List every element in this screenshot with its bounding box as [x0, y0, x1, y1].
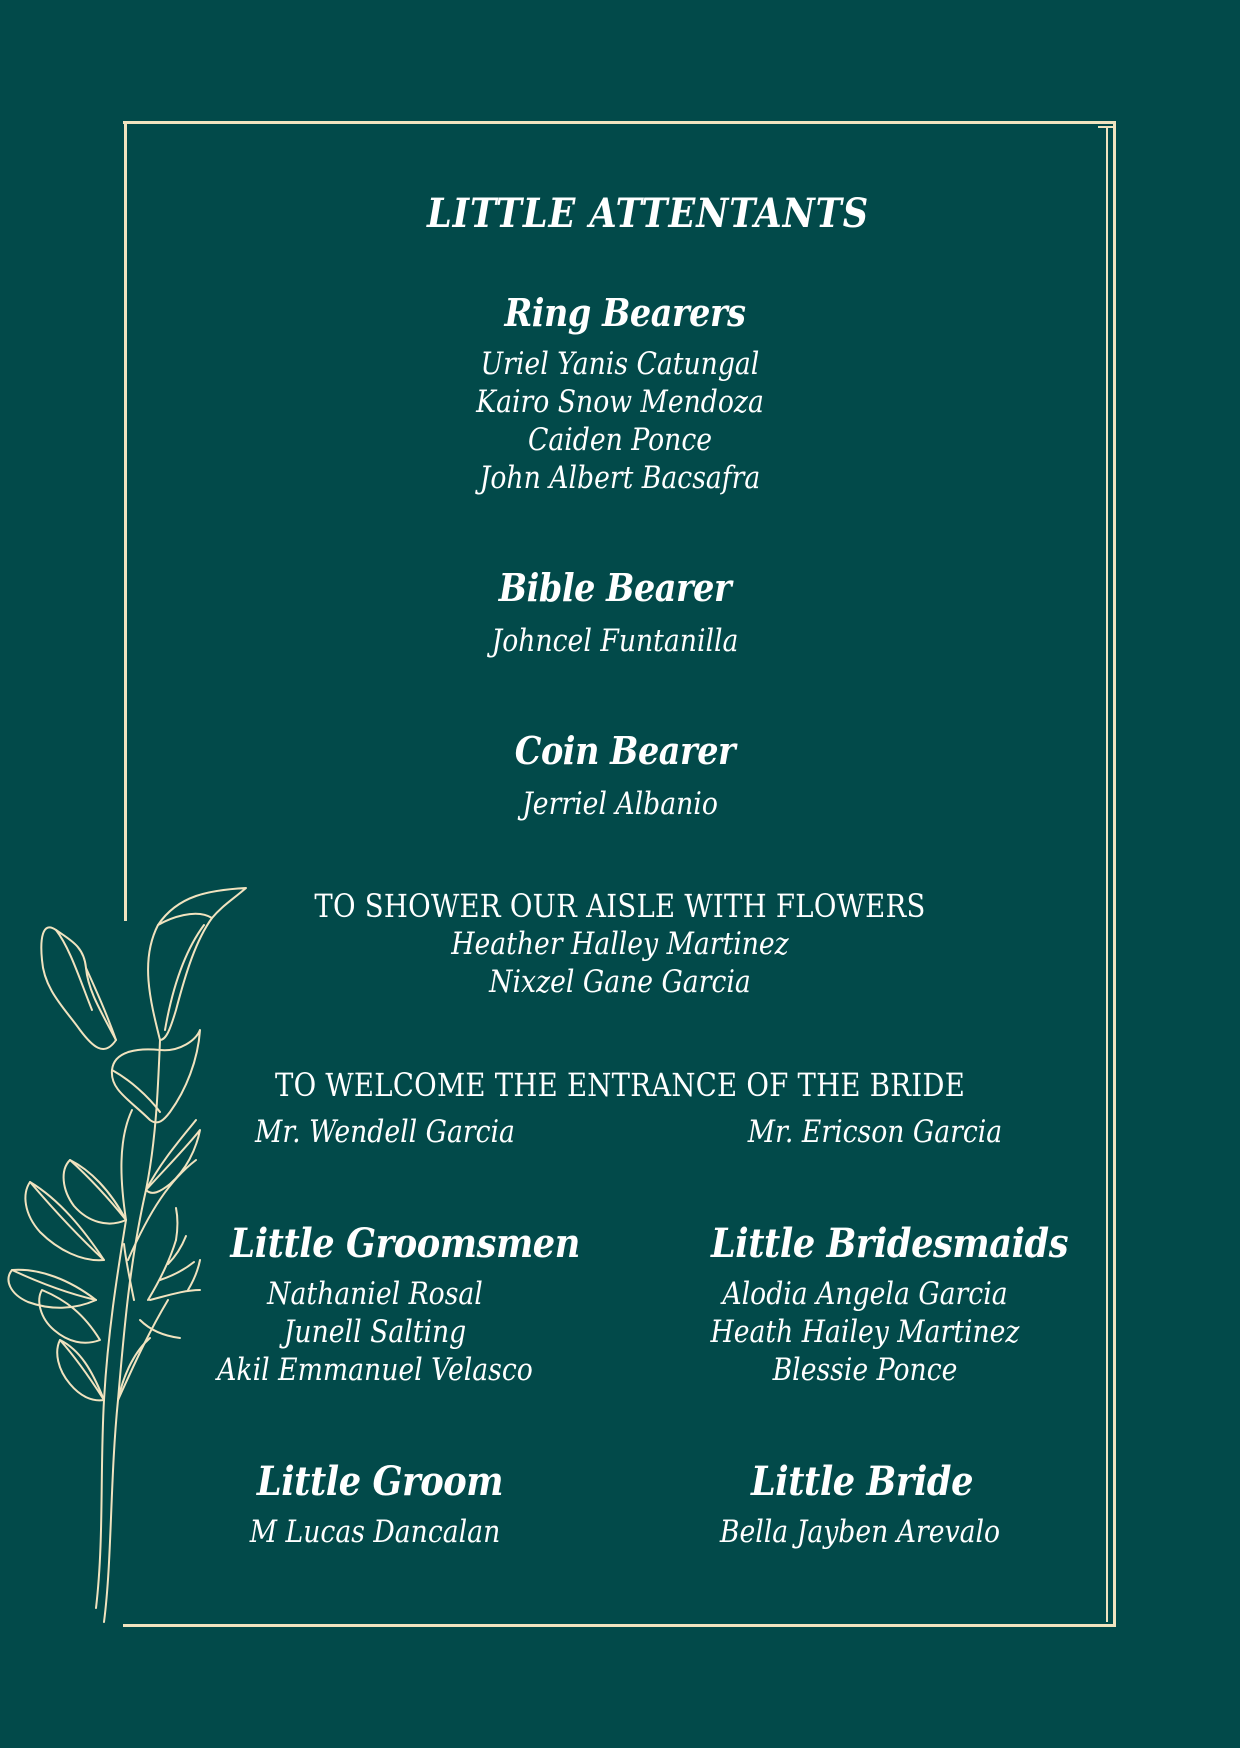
flowers-heading: TO SHOWER OUR AISLE WITH FLOWERS — [314, 887, 926, 925]
little-groomsmen-list — [212, 1275, 539, 1389]
coin-bearer-heading: Coin Bearer — [514, 728, 736, 773]
list-item: M Lucas Dancalan — [249, 1514, 501, 1550]
little-bride-heading: Little Bride — [750, 1458, 974, 1505]
welcome-right-name: Mr. Ericson Garcia — [747, 1114, 1003, 1150]
frame-right-outer-line — [1113, 121, 1116, 1627]
little-groomsmen-heading: Little Groomsmen — [230, 1220, 580, 1267]
list-item: Nixzel Gane Garcia — [489, 964, 751, 1000]
ring-bearers-heading: Ring Bearers — [504, 290, 746, 335]
list-item: John Albert Bacsafra — [479, 460, 761, 496]
list-item: Jerriel Albanio — [522, 786, 718, 822]
frame-right-inner-line — [1106, 126, 1108, 1622]
page-title: LITTLE ATTENTANTS — [427, 190, 870, 237]
list-item: Bella Jayben Arevalo — [719, 1514, 1001, 1550]
list-item: Junell Salting — [283, 1314, 467, 1350]
list-item: Kairo Snow Mendoza — [476, 384, 764, 420]
bible-bearer-list — [430, 622, 800, 660]
list-item: Alodia Angela Garcia — [722, 1276, 1008, 1312]
list-item: Uriel Yanis Catungal — [480, 346, 760, 382]
list-item: Akil Emmanuel Velasco — [217, 1352, 533, 1388]
frame-bottom-line — [123, 1624, 1116, 1627]
bible-bearer-heading: Bible Bearer — [498, 565, 732, 610]
frame-left-line — [124, 121, 127, 921]
little-groom-list — [220, 1513, 530, 1551]
welcome-left-name: Mr. Wendell Garcia — [255, 1114, 515, 1150]
little-bride-list — [705, 1513, 1015, 1551]
list-item: Heath Hailey Martinez — [710, 1314, 1020, 1350]
list-item: Caiden Ponce — [527, 422, 713, 458]
little-bridesmaids-list — [706, 1275, 1024, 1389]
list-item: Heather Halley Martinez — [451, 926, 789, 962]
list-item: Johncel Funtanilla — [491, 623, 739, 659]
welcome-heading: TO WELCOME THE ENTRANCE OF THE BRIDE — [274, 1066, 966, 1104]
little-bridesmaids-heading: Little Bridesmaids — [711, 1220, 1069, 1267]
ring-bearers-list — [439, 345, 800, 497]
coin-bearer-list — [439, 785, 800, 823]
little-groom-heading: Little Groom — [256, 1458, 504, 1505]
list-item: Nathaniel Rosal — [267, 1276, 483, 1312]
list-item: Blessie Ponce — [772, 1352, 958, 1388]
flower-girls-list — [405, 925, 835, 1001]
frame-top-line — [123, 121, 1116, 124]
